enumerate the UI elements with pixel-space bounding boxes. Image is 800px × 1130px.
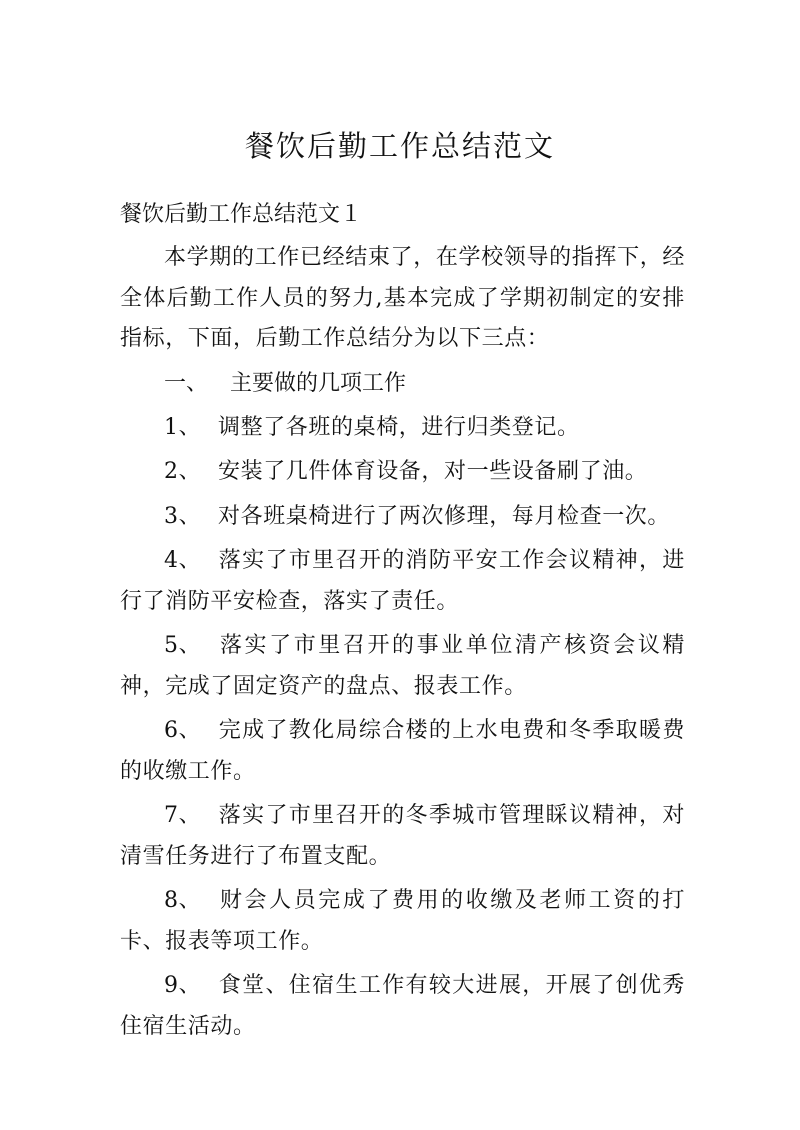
list-item-text: 调整了各班的桌椅，进行归类登记。 — [218, 414, 580, 440]
section-heading-text: 主要做的几项工作 — [230, 370, 407, 396]
section-heading — [120, 364, 685, 404]
list-item — [120, 541, 685, 622]
list-item-text: 食堂、住宿生工作有较大进展，开展了创优秀住宿生活动。 — [120, 973, 685, 1039]
list-item — [120, 881, 685, 962]
intro-paragraph: 本学期的工作已经结束了，在学校领导的指挥下，经全体后勤工作人员的努力,基本完成了学期初制定的安排指标，下面，后勤工作总结分为以下三点： — [120, 245, 685, 351]
list-item — [120, 796, 685, 877]
list-item — [120, 452, 685, 493]
list-item — [120, 497, 685, 538]
list-item-number: 8、 — [164, 888, 202, 913]
document-body — [120, 238, 685, 1051]
list-item-text: 落实了市里召开的消防平安工作会议精神，进行了消防平安检查，落实了责任。 — [120, 548, 685, 614]
section-subtitle: 餐饮后勤工作总结范文１ — [120, 202, 363, 227]
list-item-text: 安装了几件体育设备，对一些设备刷了油。 — [218, 459, 648, 484]
list-item-number: 1、 — [164, 414, 202, 440]
list-item-number: 9、 — [164, 973, 202, 998]
list-item — [120, 711, 685, 792]
section-number: 一、 — [164, 370, 209, 396]
list-item-number: 2、 — [164, 459, 202, 484]
list-item-text: 落实了市里召开的冬季城市管理睬议精神，对清雪任务进行了布置支配。 — [120, 803, 685, 869]
list-item-number: 7、 — [164, 803, 202, 828]
list-item-number: 6、 — [164, 718, 202, 743]
page-title: 餐饮后勤工作总结范文 — [244, 129, 555, 163]
list-item-text: 落实了市里召开的事业单位清产核资会议精神，完成了固定资产的盘点、报表工作。 — [120, 633, 685, 699]
list-item-number: 4、 — [164, 548, 202, 573]
list-item-number: 3、 — [164, 503, 202, 529]
list-item — [120, 966, 685, 1047]
list-item-text: 完成了教化局综合楼的上水电费和冬季取暖费的收缴工作。 — [120, 718, 685, 784]
list-item — [120, 626, 685, 707]
list-item-text: 对各班桌椅进行了两次修理，每月检查一次。 — [218, 503, 671, 529]
list-item — [120, 408, 685, 449]
list-item-number: 5、 — [164, 633, 202, 658]
list-item-text: 财会人员完成了费用的收缴及老师工资的打卡、报表等项工作。 — [120, 888, 685, 954]
